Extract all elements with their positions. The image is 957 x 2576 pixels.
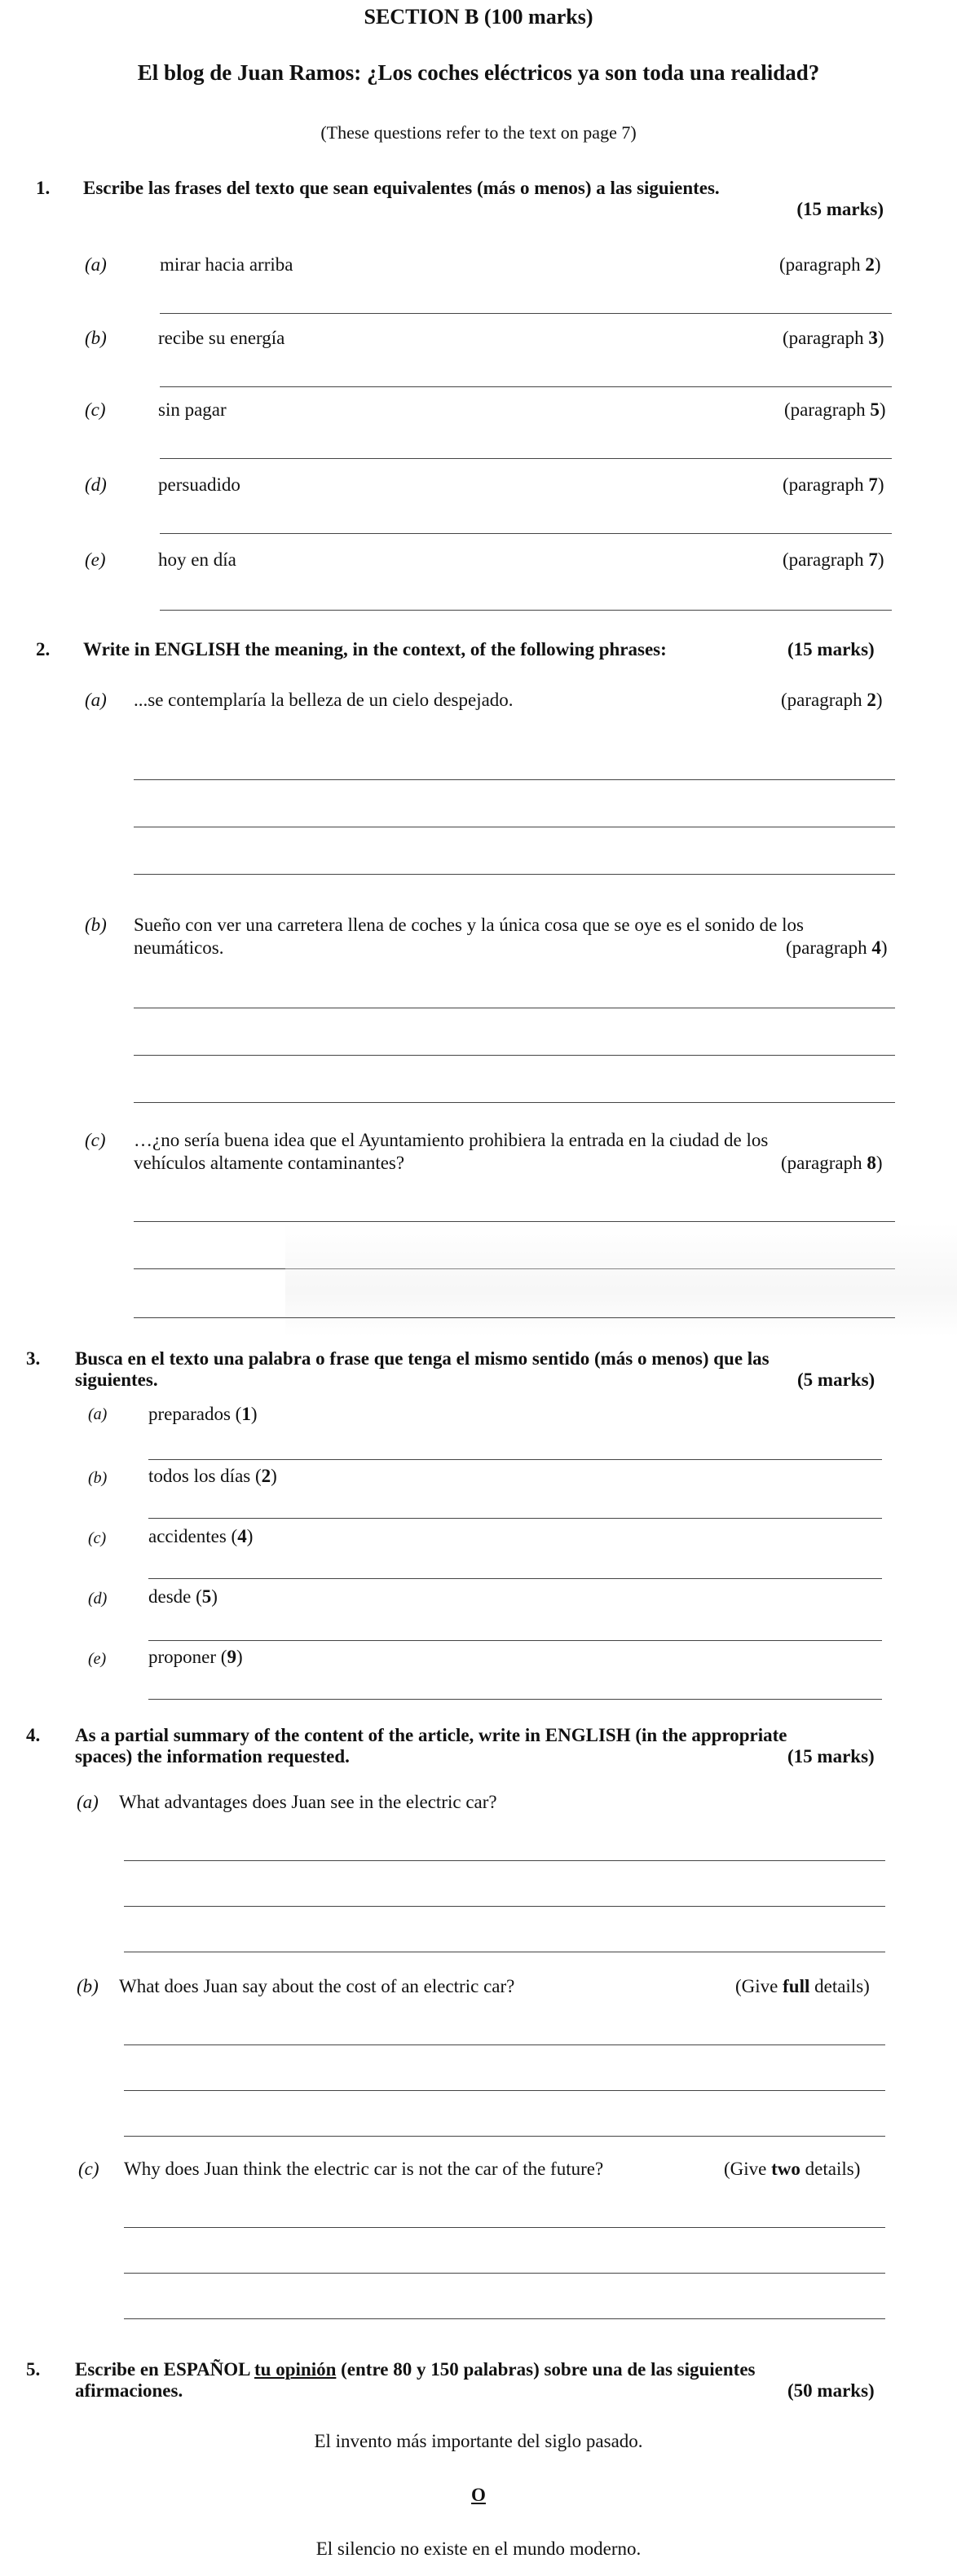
q1c-answer-line[interactable] xyxy=(160,458,892,459)
q1b-paragraph-ref: (paragraph 3) xyxy=(783,328,884,348)
question-5-text-line-2: afirmaciones. xyxy=(75,2380,183,2401)
q4a-answer-line-1[interactable] xyxy=(124,1860,885,1861)
question-3-number: 3. xyxy=(26,1348,41,1369)
question-5-marks: (50 marks) xyxy=(787,2380,875,2401)
q3b-letter: (b) xyxy=(88,1469,108,1487)
q2c-letter: (c) xyxy=(85,1130,106,1150)
q3d-answer-line[interactable] xyxy=(148,1640,882,1641)
q3c-word: accidentes (4) xyxy=(148,1526,254,1546)
question-3-text-line-2: siguientes. xyxy=(75,1370,158,1390)
q5-or-label: O xyxy=(471,2485,486,2505)
q4c-question: Why does Juan think the electric car is not the car of the future? xyxy=(124,2159,604,2179)
q3e-answer-line[interactable] xyxy=(148,1699,882,1700)
q4b-question: What does Juan say about the cost of an electric car? xyxy=(119,1976,515,1996)
q1d-phrase: persuadido xyxy=(158,474,240,495)
q2a-answer-line-3[interactable] xyxy=(134,874,895,875)
q2b-phrase-line-2: neumáticos. xyxy=(134,937,224,958)
question-3-text-line-1: Busca en el texto una palabra o frase que tenga el mismo sentido (más o menos) que las xyxy=(75,1348,770,1369)
q2c-answer-line-1[interactable] xyxy=(134,1221,895,1222)
question-1-marks: (15 marks) xyxy=(796,199,884,219)
question-4-number: 4. xyxy=(26,1725,41,1745)
q4a-answer-line-2[interactable] xyxy=(124,1906,885,1907)
q3b-answer-line[interactable] xyxy=(148,1518,882,1519)
q3d-letter: (d) xyxy=(88,1590,108,1608)
q4c-answer-line-3[interactable] xyxy=(124,2318,885,2319)
page-reference-note: (These questions refer to the text on page 7) xyxy=(320,122,637,143)
q2c-phrase-line-1: …¿no sería buena idea que el Ayuntamiento prohibiera la entrada en la ciudad de los xyxy=(134,1130,769,1150)
q1b-letter: (b) xyxy=(85,328,107,348)
q5-option-1: El invento más importante del siglo pasado. xyxy=(314,2431,643,2451)
question-2-marks: (15 marks) xyxy=(787,639,875,659)
q2a-answer-line-1[interactable] xyxy=(134,779,895,780)
q4b-answer-line-3[interactable] xyxy=(124,2136,885,2137)
q2c-answer-line-3[interactable] xyxy=(134,1317,895,1318)
q4c-detail-instruction: (Give two details) xyxy=(724,2159,861,2179)
q2a-paragraph-ref: (paragraph 2) xyxy=(781,690,883,710)
q1e-phrase: hoy en día xyxy=(158,549,236,570)
question-4-text-line-1: As a partial summary of the content of the article, write in ENGLISH (in the appropriate xyxy=(75,1725,787,1745)
q4c-answer-line-2[interactable] xyxy=(124,2273,885,2274)
q1a-answer-line[interactable] xyxy=(160,313,892,314)
q4c-answer-line-1[interactable] xyxy=(124,2227,885,2228)
q5-option-2: El silencio no existe en el mundo moderno. xyxy=(315,2539,642,2559)
q1d-letter: (d) xyxy=(85,474,107,495)
q2b-answer-line-3[interactable] xyxy=(134,1102,895,1103)
question-2-text: Write in ENGLISH the meaning, in the context, of the following phrases: xyxy=(83,639,667,659)
q3c-letter: (c) xyxy=(88,1529,107,1547)
q4a-question: What advantages does Juan see in the electric car? xyxy=(119,1792,497,1812)
q3a-word: preparados (1) xyxy=(148,1404,258,1424)
q4b-detail-instruction: (Give full details) xyxy=(735,1976,870,1996)
q2c-phrase-line-2: vehículos altamente contaminantes? xyxy=(134,1153,405,1173)
q1c-paragraph-ref: (paragraph 5) xyxy=(784,399,886,420)
q2c-paragraph-ref: (paragraph 8) xyxy=(781,1153,883,1173)
q3d-word: desde (5) xyxy=(148,1586,218,1607)
q1b-answer-line[interactable] xyxy=(160,386,892,387)
q2b-phrase-line-1: Sueño con ver una carretera llena de coches y la única cosa que se oye es el sonido de los xyxy=(134,915,804,935)
question-5-text-line-1: Escribe en ESPAÑOL tu opinión (entre 80 y 150 palabras) sobre una de las siguientes xyxy=(75,2359,756,2380)
q2b-answer-line-2[interactable] xyxy=(134,1055,895,1056)
q1e-answer-line[interactable] xyxy=(160,610,892,611)
q1e-letter: (e) xyxy=(85,549,106,570)
question-5-number: 5. xyxy=(26,2359,41,2380)
q3e-word: proponer (9) xyxy=(148,1647,243,1667)
q3e-letter: (e) xyxy=(88,1650,107,1668)
q1a-paragraph-ref: (paragraph 2) xyxy=(779,254,881,275)
q1e-paragraph-ref: (paragraph 7) xyxy=(783,549,884,570)
q2b-letter: (b) xyxy=(85,915,107,935)
tu-opinion-underlined: tu opinión xyxy=(254,2359,337,2380)
q1a-phrase: mirar hacia arriba xyxy=(160,254,293,275)
q2a-letter: (a) xyxy=(85,690,107,710)
blog-title: El blog de Juan Ramos: ¿Los coches eléctricos ya son toda una realidad? xyxy=(137,60,820,85)
q4c-letter: (c) xyxy=(78,2159,99,2179)
q2b-paragraph-ref: (paragraph 4) xyxy=(786,937,888,958)
q3c-answer-line[interactable] xyxy=(148,1578,882,1579)
q1a-letter: (a) xyxy=(85,254,107,275)
section-title: SECTION B (100 marks) xyxy=(364,5,593,29)
q1b-phrase: recibe su energía xyxy=(158,328,285,348)
q1d-answer-line[interactable] xyxy=(160,533,892,534)
q3b-word: todos los días (2) xyxy=(148,1466,277,1486)
q2a-phrase: ...se contemplaría la belleza de un cielo despejado. xyxy=(134,690,514,710)
q1d-paragraph-ref: (paragraph 7) xyxy=(783,474,884,495)
q1c-phrase: sin pagar xyxy=(158,399,227,420)
question-4-text-line-2: spaces) the information requested. xyxy=(75,1746,350,1767)
q4a-letter: (a) xyxy=(77,1792,99,1812)
scan-shadow xyxy=(285,1223,957,1337)
q1c-letter: (c) xyxy=(85,399,106,420)
q3a-letter: (a) xyxy=(88,1405,108,1423)
q3a-answer-line[interactable] xyxy=(148,1459,882,1460)
question-1-number: 1. xyxy=(36,178,51,198)
question-3-marks: (5 marks) xyxy=(797,1370,875,1390)
question-2-number: 2. xyxy=(36,639,51,659)
q4b-answer-line-1[interactable] xyxy=(124,2044,885,2045)
q4b-answer-line-2[interactable] xyxy=(124,2090,885,2091)
q4b-letter: (b) xyxy=(77,1976,99,1996)
question-4-marks: (15 marks) xyxy=(787,1746,875,1767)
question-1-text: Escribe las frases del texto que sean equivalentes (más o menos) a las siguientes. xyxy=(83,178,720,198)
